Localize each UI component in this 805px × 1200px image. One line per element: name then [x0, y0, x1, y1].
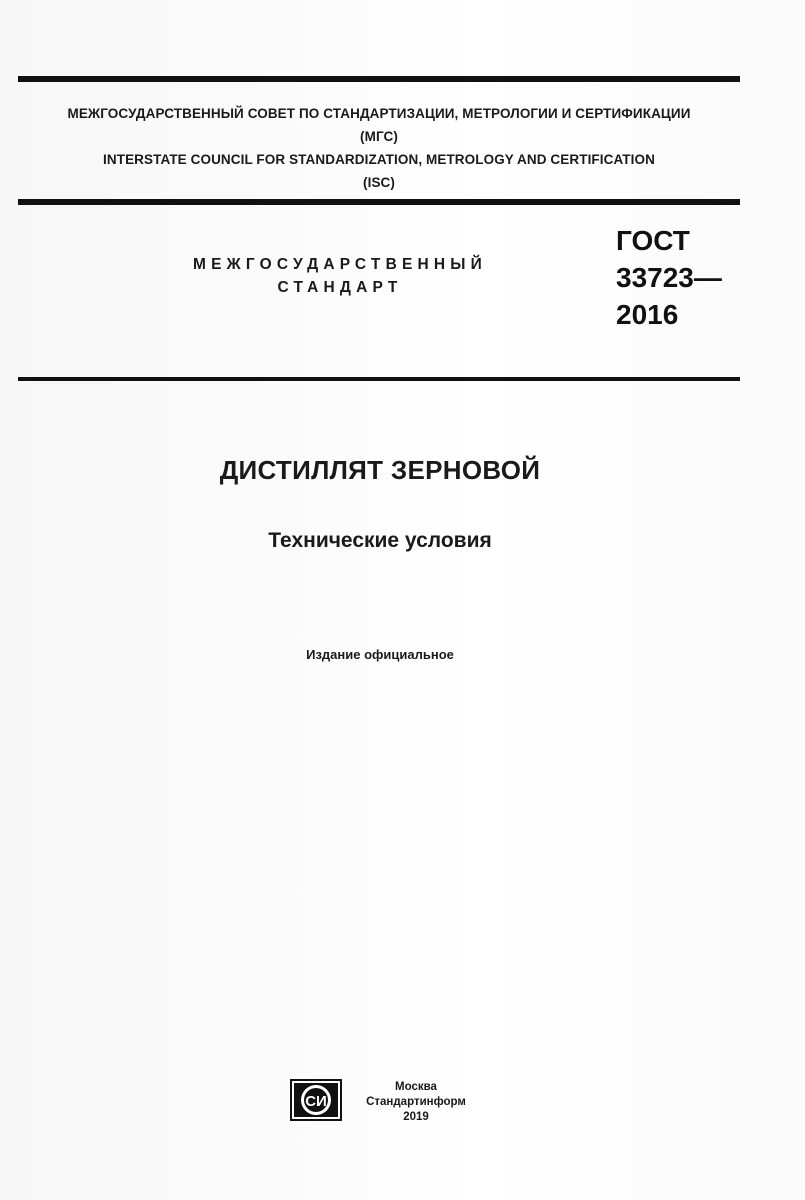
standard-kind	[150, 253, 530, 299]
standard-designation	[616, 222, 722, 333]
standard-number: 33723—	[616, 262, 722, 293]
document-title: ДИСТИЛЛЯТ ЗЕРНОВОЙ	[219, 455, 541, 485]
edition-note: Издание официальное	[306, 647, 454, 662]
top-rule	[18, 76, 740, 82]
standard-year: 2016	[616, 299, 679, 330]
council-divider-rule	[18, 199, 740, 205]
council-en-name: INTERSTATE COUNCIL FOR STANDARDIZATION, METROLOGY AND CERTIFICATION	[103, 152, 655, 167]
publisher-name: Стандартинформ	[366, 1096, 466, 1108]
publisher-info	[346, 1080, 486, 1125]
logo-text: СИ	[305, 1093, 327, 1110]
standard-kind-line2: СТАНДАРТ	[277, 279, 403, 296]
standartinform-logo-icon	[290, 1079, 342, 1121]
standard-prefix: ГОСТ	[616, 225, 690, 256]
standard-kind-line1: МЕЖГОСУДАРСТВЕННЫЙ	[192, 256, 488, 273]
publisher-year: 2019	[403, 1111, 429, 1123]
council-ru-abbr: (МГС)	[360, 129, 398, 144]
publisher-city: Москва	[395, 1081, 437, 1093]
designation-divider-rule	[18, 377, 740, 381]
council-header	[18, 102, 740, 194]
document-subtitle: Технические условия	[268, 529, 492, 552]
council-ru-name: МЕЖГОСУДАРСТВЕННЫЙ СОВЕТ ПО СТАНДАРТИЗАЦИИ, МЕТРОЛОГИИ И СЕРТИФИКАЦИИ	[67, 106, 691, 121]
council-en-abbr: (ISC)	[363, 175, 395, 190]
